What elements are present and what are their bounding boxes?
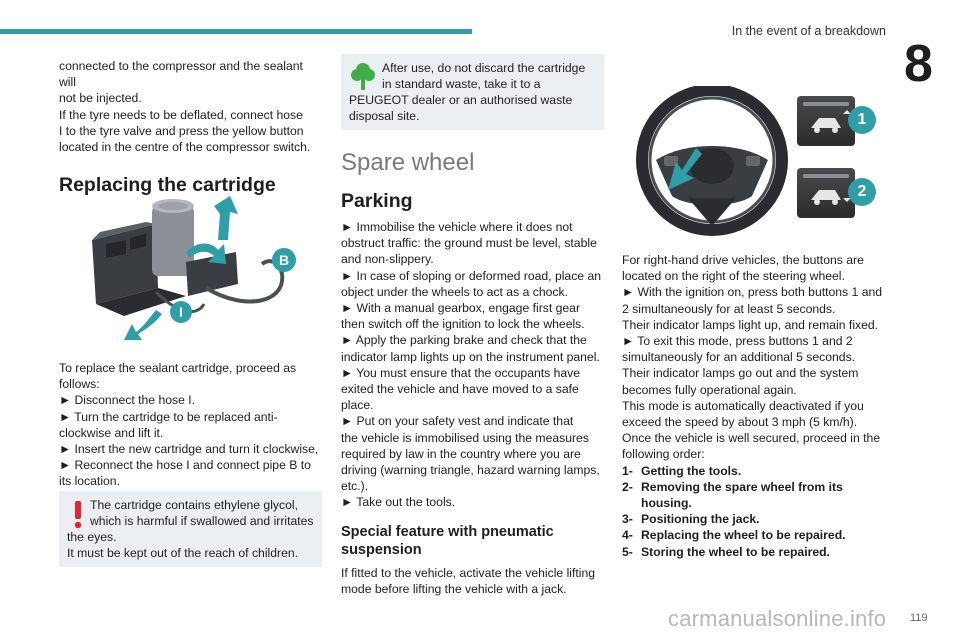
- text-line: ► To exit this mode, press buttons 1 and 2: [622, 334, 853, 349]
- text-line: ► Take out the tools.: [341, 495, 456, 510]
- figure-label-i: I: [179, 304, 183, 320]
- text-line: connected to the compressor and the sealant will: [59, 59, 303, 90]
- list-number: 4-: [622, 528, 633, 543]
- text-line: following order:: [622, 447, 705, 462]
- text-line: ► In case of sloping or deformed road, place an: [341, 268, 602, 283]
- text-line: mode before lifting the vehicle with a jack.: [341, 581, 567, 596]
- text-line: ► Turn the cartridge to be replaced anti-: [59, 409, 278, 424]
- list-text: Getting the tools.: [641, 463, 742, 478]
- text-line: driving (warning triangle, hazard warning lamps,: [341, 463, 600, 478]
- text-line: not be injected.: [59, 91, 142, 106]
- list-item: [622, 479, 892, 511]
- text-line: located in the centre of the compressor switch.: [59, 140, 311, 155]
- page-number: 119: [910, 612, 928, 624]
- compressor-figure: [86, 192, 306, 344]
- lift-button-2: [797, 168, 855, 218]
- figure-label-b: B: [278, 252, 290, 268]
- text-line: ► Insert the new cartridge and turn it clockwise,: [59, 442, 319, 457]
- heading-spare-wheel: Spare wheel: [341, 149, 475, 176]
- text-line: ► You must ensure that the occupants have: [341, 365, 581, 380]
- heading-parking: Parking: [341, 190, 413, 212]
- lift-button-1: [797, 96, 855, 146]
- text-line: ► With the ignition on, press both buttons 1 and: [622, 285, 883, 300]
- text-line: the eyes.: [67, 530, 117, 544]
- column-right: [622, 252, 892, 560]
- steering-wheel-figure: [632, 86, 892, 242]
- warning-icon: [71, 501, 85, 529]
- text-line: becomes fully operational again.: [622, 382, 797, 397]
- text-line: To replace the sealant cartridge, proceed as: [59, 361, 297, 375]
- text-line: If the tyre needs to be deflated, connect hose: [59, 107, 303, 122]
- list-text-line: housing.: [641, 496, 692, 511]
- special-paragraph: [341, 565, 605, 597]
- text-line: which is harmful if swallowed and irritates: [90, 514, 314, 528]
- text-line: follows:: [59, 377, 100, 392]
- list-number: 2-: [622, 479, 633, 494]
- eco-note: [341, 54, 604, 130]
- text-line: the vehicle is immobilised using the measures: [341, 430, 589, 445]
- heading-line: suspension: [341, 541, 422, 558]
- heading-replacing-cartridge: Replacing the cartridge: [59, 174, 276, 197]
- watermark: carmanualsonline.info: [668, 606, 887, 631]
- text-line: ► Disconnect the hose I.: [59, 393, 196, 408]
- text-line: then switch off the ignition to lock the wheels.: [341, 317, 585, 332]
- text-line: etc.).: [341, 479, 369, 494]
- list-number: 5-: [622, 544, 633, 559]
- text-line: exited the vehicle and have moved to a safe: [341, 382, 579, 397]
- list-item: [622, 463, 892, 479]
- text-line: located on the right of the steering wheel.: [622, 269, 845, 284]
- cartridge-steps: [59, 360, 323, 490]
- text-line: 2 simultaneously for at least 5 seconds.: [622, 301, 836, 316]
- warning-note: [59, 491, 322, 567]
- list-text: Positioning the jack.: [641, 512, 760, 527]
- column-left: [59, 58, 323, 197]
- list-text-line: Removing the spare wheel from its: [641, 479, 843, 494]
- text-line: place.: [341, 398, 374, 413]
- list-item: [622, 544, 892, 560]
- header-accent-bar: [0, 29, 472, 34]
- text-line: in standard waste, take it to a: [382, 77, 541, 91]
- section-title: In the event of a breakdown: [731, 24, 886, 38]
- text-line: ► With a manual gearbox, engage first gear: [341, 301, 581, 316]
- text-line: ► Put on your safety vest and indicate that: [341, 414, 574, 429]
- text-line: If fitted to the vehicle, activate the vehicle lifting: [341, 565, 596, 580]
- text-line: The cartridge contains ethylene glycol,: [90, 498, 298, 512]
- intro-paragraph: [59, 58, 323, 155]
- tree-icon: [351, 62, 375, 92]
- text-line: and non-slippery.: [341, 252, 434, 267]
- list-item: [622, 527, 892, 543]
- parking-paragraph: [341, 219, 605, 511]
- chapter-number: 8: [904, 35, 933, 93]
- text-line: exceed the speed by about 3 mph (5 km/h).: [622, 415, 858, 430]
- text-line: Their indicator lamps light up, and remain fixed.: [622, 317, 879, 332]
- text-line: object under the wheels to act as a chock.: [341, 284, 568, 299]
- text-line: obstruct traffic: the ground must be level, stable: [341, 236, 597, 251]
- text-line: PEUGEOT dealer or an authorised waste: [349, 93, 573, 107]
- list-text: Replacing the wheel to be repaired.: [641, 528, 846, 543]
- text-line: ► Reconnect the hose I and connect pipe B to: [59, 458, 311, 473]
- text-line: required by law in the country where you are: [341, 446, 581, 461]
- list-number: 1-: [622, 463, 633, 478]
- button-badge-1: 1: [848, 106, 876, 134]
- text-line: clockwise and lift it.: [59, 425, 164, 440]
- text-line: simultaneously for an additional 5 seconds.: [622, 350, 856, 365]
- list-item: [622, 511, 892, 527]
- text-line: For right-hand drive vehicles, the buttons are: [622, 253, 864, 267]
- list-text: [641, 479, 843, 511]
- text-line: This mode is automatically deactivated if you: [622, 398, 864, 413]
- list-number: 3-: [622, 512, 633, 527]
- button-badge-2: 2: [848, 178, 876, 206]
- list-text: Storing the wheel to be repaired.: [641, 544, 830, 559]
- text-line: indicator lamp lights up on the instrument panel.: [341, 349, 600, 364]
- text-line: ► Immobilise the vehicle where it does not: [341, 220, 573, 234]
- text-line: Once the vehicle is well secured, proceed in the: [622, 431, 881, 446]
- heading-line: Special feature with pneumatic: [341, 523, 554, 540]
- text-line: Their indicator lamps go out and the system: [622, 366, 859, 381]
- column-middle: [341, 149, 605, 597]
- text-line: After use, do not discard the cartridge: [382, 61, 586, 75]
- text-line: It must be kept out of the reach of children.: [67, 546, 299, 560]
- ordered-steps-list: [622, 463, 892, 560]
- text-line: ► Apply the parking brake and check that the: [341, 333, 587, 348]
- text-line: I to the tyre valve and press the yellow button: [59, 123, 304, 138]
- suspension-paragraph: [622, 252, 892, 463]
- text-line: disposal site.: [349, 109, 420, 123]
- heading-special-feature: [341, 523, 605, 559]
- text-line: its location.: [59, 474, 120, 489]
